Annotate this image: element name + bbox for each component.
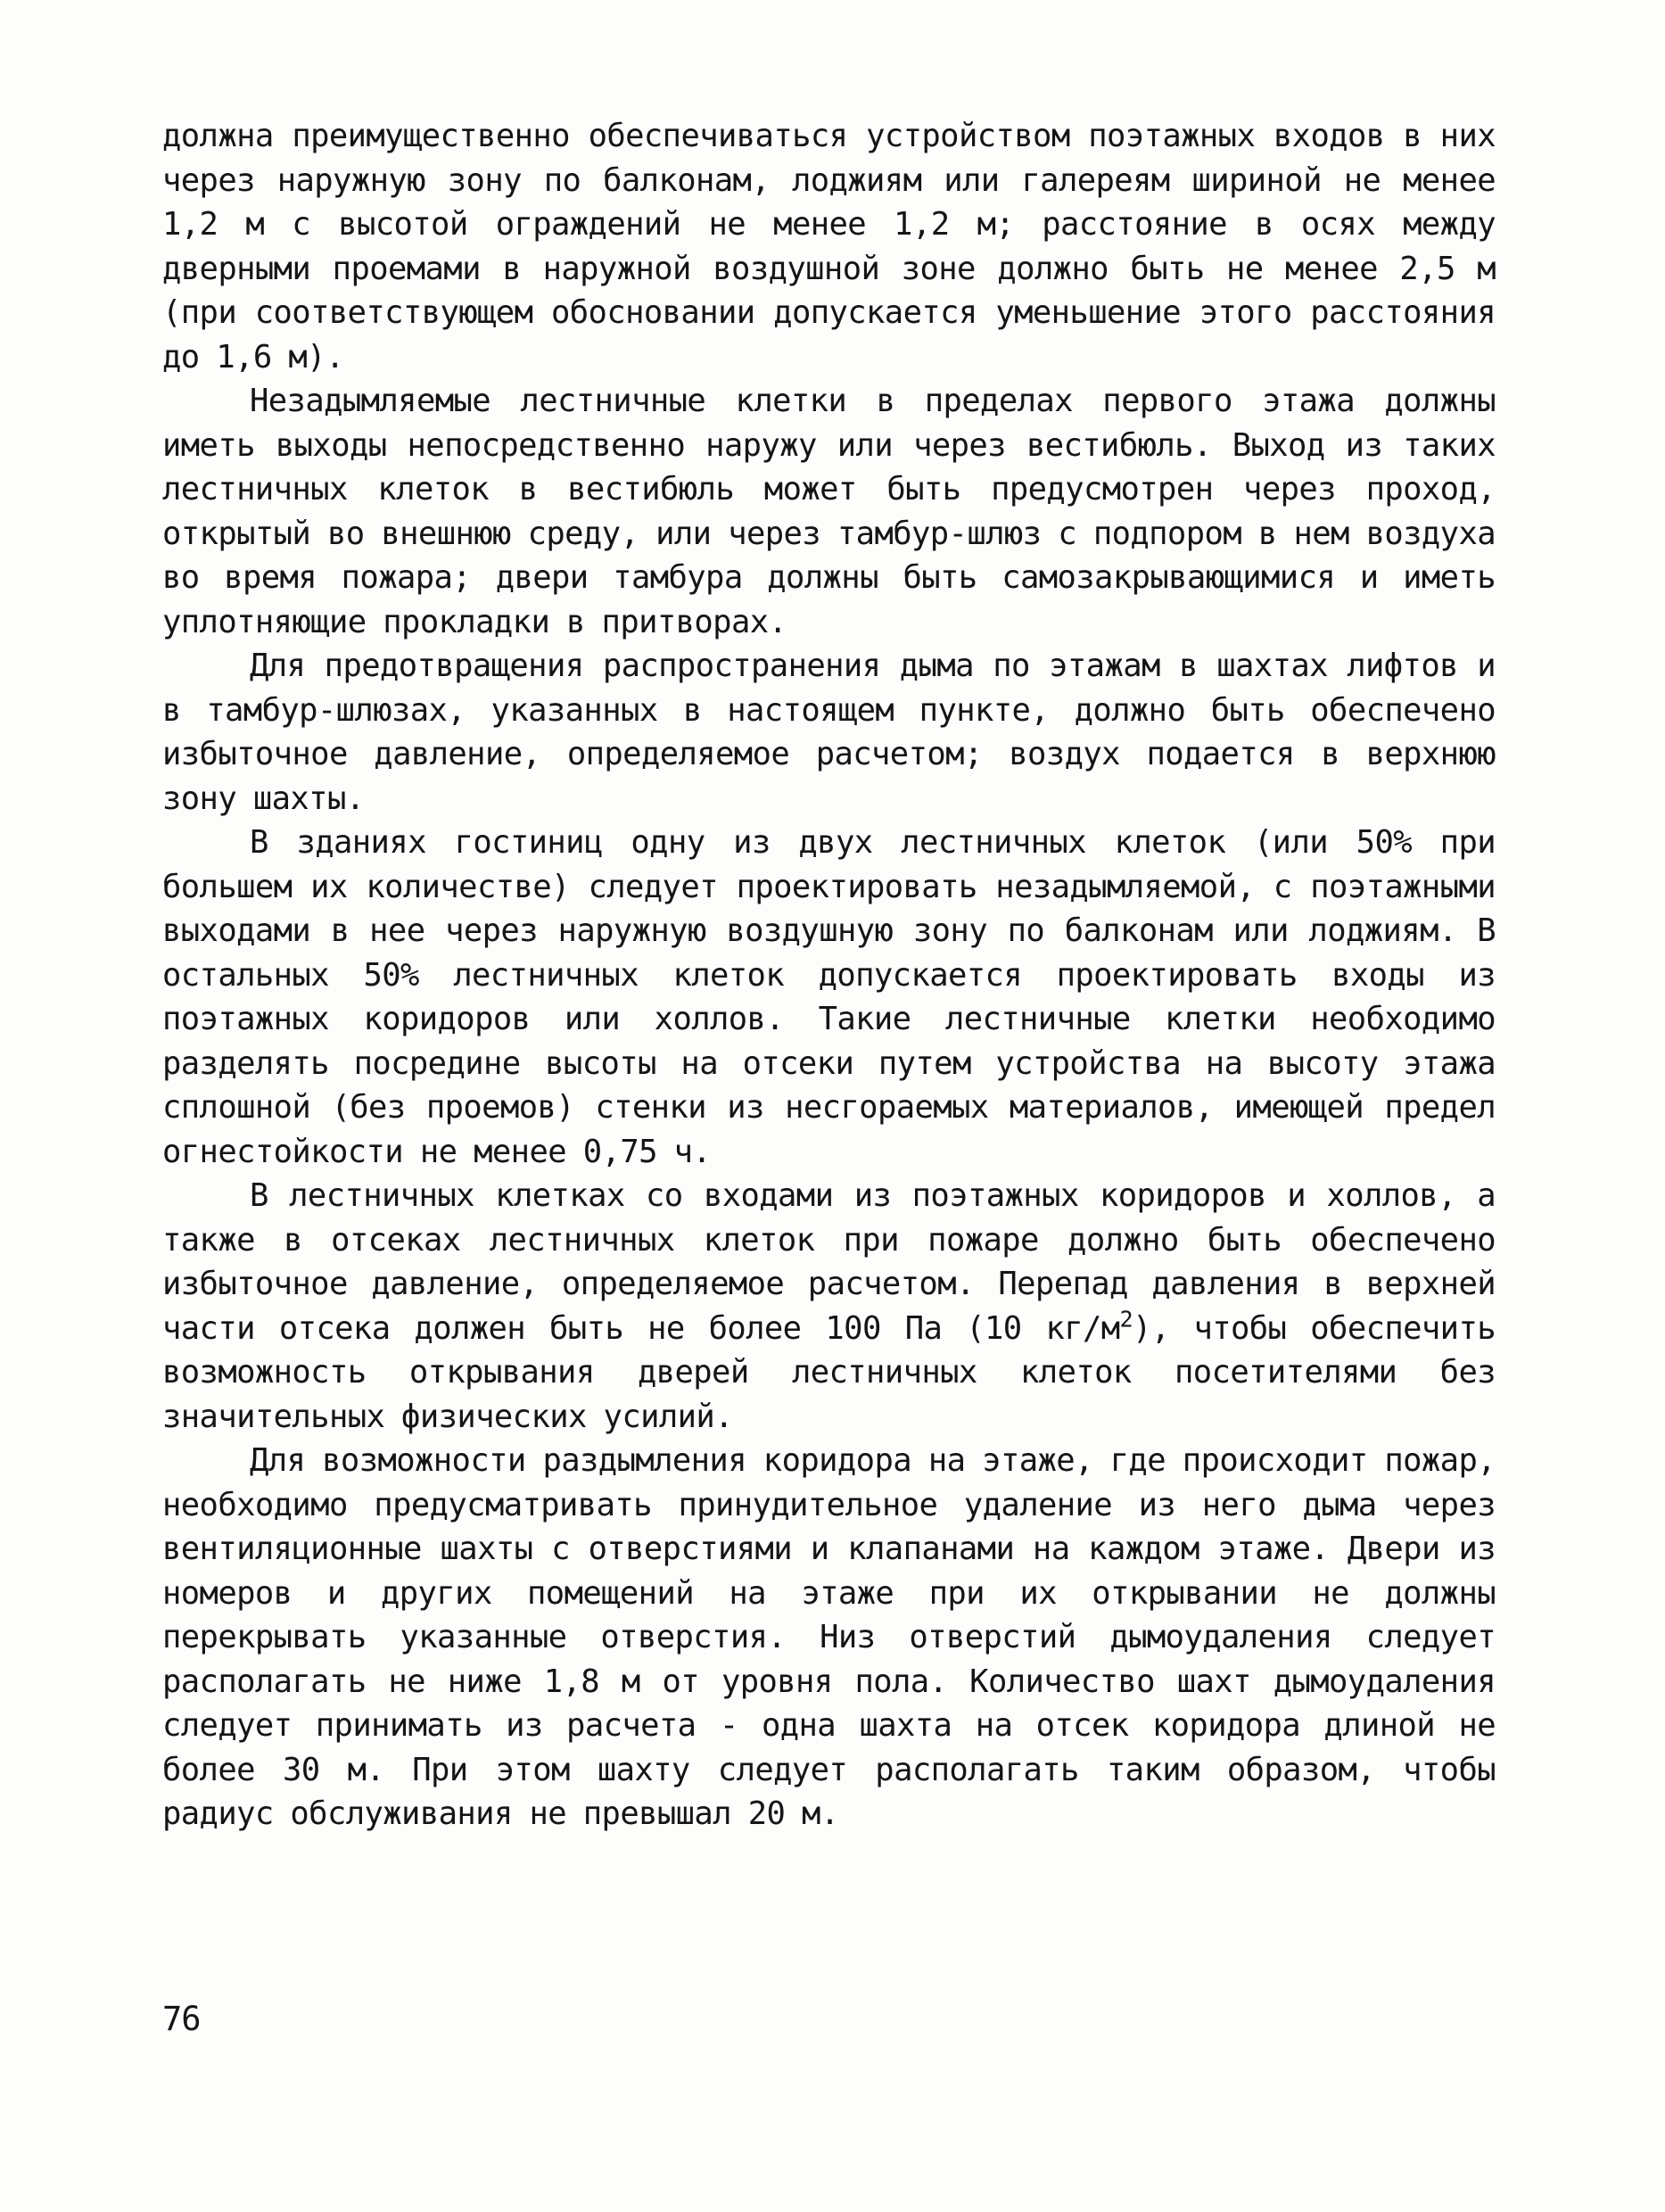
page-number: 76 [162, 2000, 201, 2038]
paragraph-5-text-after: ), чтобы обеспечить возможность открывания дверей лестничных клеток посетителями без значительных физических усилий. [162, 1309, 1496, 1435]
paragraph-3: Для предотвращения распространения дыма по этажам в шахтах лифтов и в тамбур-шлюзах, указанных в настоящем пункте, должно быть обеспечено избыточное давление, определяемое расчетом; воздух подается в верхнюю зону шахты. [162, 648, 1496, 817]
page-body [162, 114, 1496, 1836]
paragraph-5 [162, 1174, 1496, 1439]
paragraph-1: должна преимущественно обеспечиваться устройством поэтажных входов в них через наружную зону по балконам, лоджиям или галереям шириной не менее 1,2 м с высотой ограждений не менее 1,2 м; расстояние в осях между дверными проемами в наружной воздушной зоне должно быть не менее 2,5 м (при соответствующем обосновании допускается уменьшение этого расстояния до 1,6 м). [162, 118, 1496, 376]
paragraph-2: Незадымляемые лестничные клетки в пределах первого этажа должны иметь выходы непосредственно наружу или через вестибюль. Выход из таких лестничных клеток в вестибюль может быть предусмотрен через проход, открытый во внешнюю среду, или через тамбур-шлюз с подпором в нем воздуха во время пожара; двери тамбура должны быть самозакрывающимися и иметь уплотняющие прокладки в притворах. [162, 383, 1496, 640]
superscript-2: 2 [1119, 1305, 1133, 1332]
paragraph-6: Для возможности раздымления коридора на этаже, где происходит пожар, необходимо предусматривать принудительное удаление из него дыма через вентиляционные шахты с отверстиями и клапанами на каждом этаже. Двери из номеров и других помещений на этаже при их открывании не должны перекрывать указанные отверстия. Низ отверстий дымоудаления следует располагать не ниже 1,8 м от уровня пола. Количество шахт дымоудаления следует принимать из расчета - одна шахта на отсек коридора длиной не более 30 м. При этом шахту следует располагать таким образом, чтобы радиус обслуживания не превышал 20 м. [162, 1442, 1496, 1832]
paragraph-4: В зданиях гостиниц одну из двух лестничных клеток (или 50% при большем их количестве) следует проектировать незадымляемой, с поэтажными выходами в нее через наружную воздушную зону по балконам или лоджиям. В остальных 50% лестничных клеток допускается проектировать входы из поэтажных коридоров или холлов. Такие лестничные клетки необходимо разделять посредине высоты на отсеки путем устройства на высоту этажа сплошной (без проемов) стенки из несгораемых материалов, имеющей предел огнестойкости не менее 0,75 ч. [162, 824, 1496, 1170]
paragraph-5-text-before: В лестничных клетках со входами из поэтажных коридоров и холлов, а также в отсеках лестничных клеток при пожаре должно быть обеспечено избыточное давление, определяемое расчетом. Перепад давления в верхней части отсека должен быть не более 100 Па (10 кг/м [162, 1177, 1496, 1347]
